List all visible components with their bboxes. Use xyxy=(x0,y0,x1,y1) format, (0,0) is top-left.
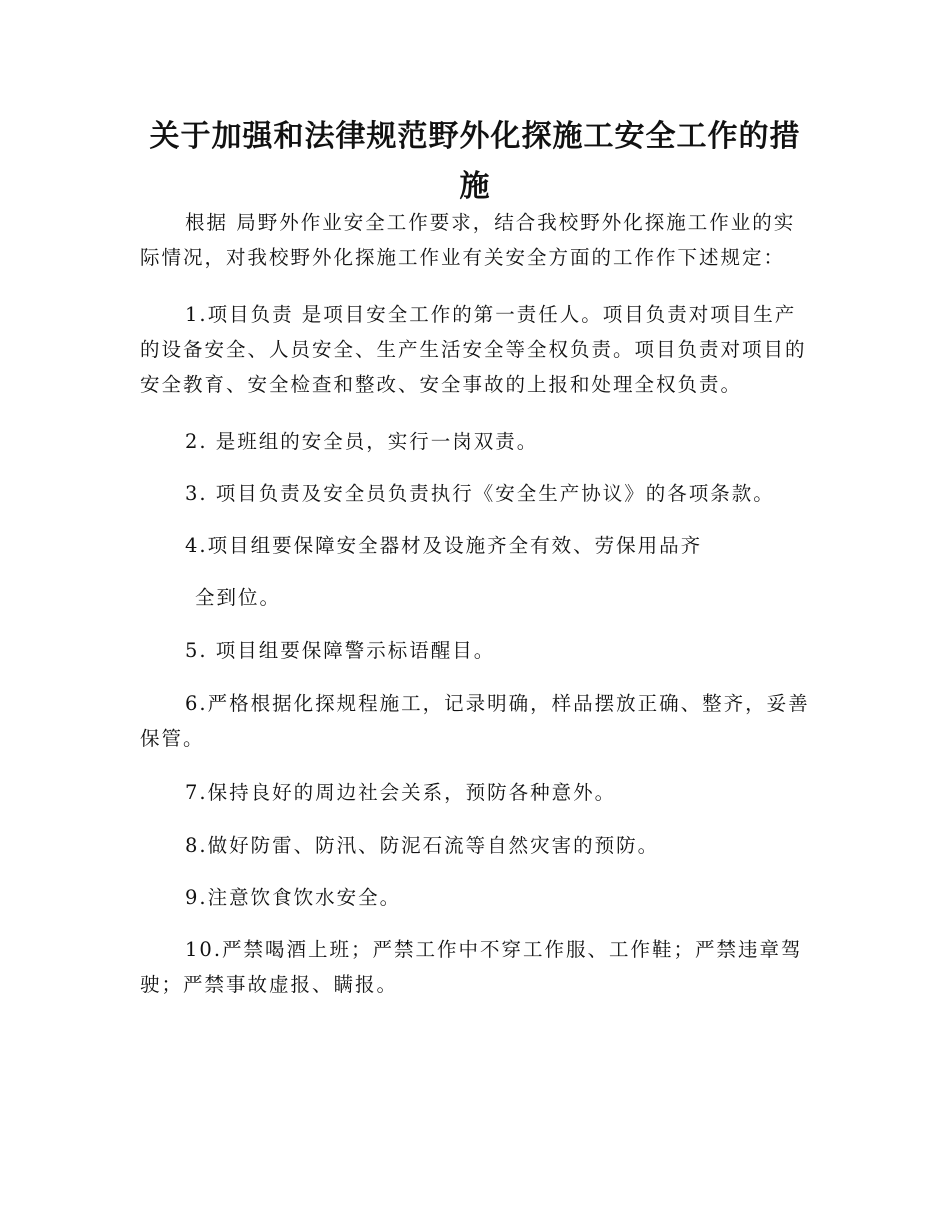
item-6-paragraph: 6.严格根据化探规程施工，记录明确，样品摆放正确、整齐，妥善保管。 xyxy=(140,692,810,750)
item-9-paragraph: 9.注意饮食饮水安全。 xyxy=(185,886,402,909)
document-title xyxy=(140,112,810,212)
item-5-paragraph: 5. 项目组要保障警示标语醒目。 xyxy=(185,639,496,662)
title-line-1: 关于加强和法律规范野外化探施工安全工作的措 xyxy=(149,119,801,154)
item-4-paragraph: 4.项目组要保障安全器材及设施齐全有效、劳保用品齐 xyxy=(185,534,703,557)
item-8-paragraph: 8.做好防雷、防汛、防泥石流等自然灾害的预防。 xyxy=(185,834,660,857)
item-4-continuation: 全到位。 xyxy=(195,586,282,609)
item-1-paragraph: 1.项目负责 是项目安全工作的第一责任人。项目负责对项目生产的设备安全、人员安全、生产生活安全等全权负责。项目负责对项目的安全教育、安全检查和整改、安全事故的上报和处理全权负责。 xyxy=(140,303,807,396)
item-7-paragraph: 7.保持良好的周边社会关系，预防各种意外。 xyxy=(185,781,617,804)
intro-paragraph: 根据 局野外作业安全工作要求，结合我校野外化探施工作业的实际情况，对我校野外化探施工作业有关安全方面的工作作下述规定： xyxy=(140,211,796,269)
item-3-paragraph: 3. 项目负责及安全员负责执行《安全生产协议》的各项条款。 xyxy=(185,482,775,505)
item-2-paragraph: 2. 是班组的安全员，实行一岗双责。 xyxy=(185,430,539,453)
title-line-2: 施 xyxy=(459,169,491,204)
item-10-paragraph: 10.严禁喝酒上班；严禁工作中不穿工作服、工作鞋；严禁违章驾驶；严禁事故虚报、瞒报。 xyxy=(140,938,803,996)
